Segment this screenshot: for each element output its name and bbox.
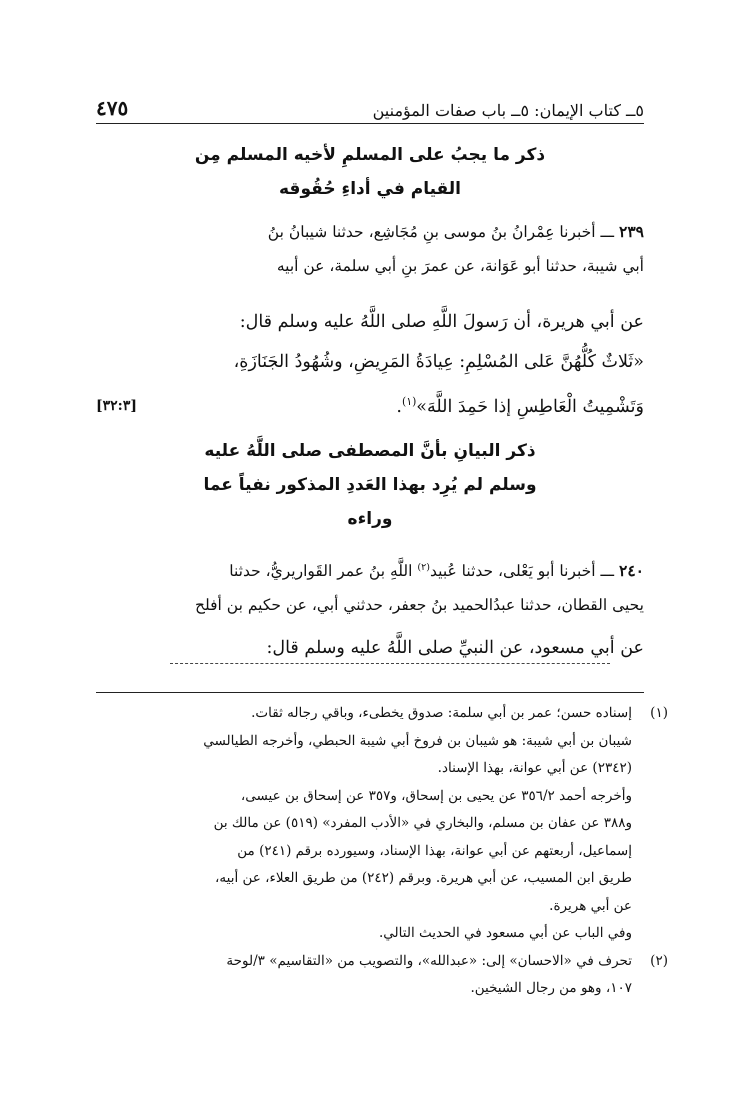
heading-line: ذكر البيانِ بأنَّ المصطفى صلى اللَّهُ عليه bbox=[204, 441, 536, 461]
matn-line: وَتَشْمِيتُ الْعَاطِسِ إذا حَمِدَ اللَّهَ»$^{(١)}$. bbox=[396, 395, 644, 417]
hadith-240-matn bbox=[96, 628, 644, 668]
hadith-240-isnad bbox=[96, 551, 644, 622]
header-rule bbox=[96, 123, 644, 124]
footnote-line: طريق ابن المسيب، عن أبي هريرة. وبرقم (٢٤٢) من طريق العلاء، عن أبيه، bbox=[215, 870, 632, 886]
footnote-line: ١٠٧، وهو من رجال الشيخين. bbox=[470, 980, 632, 996]
footnote-marker: (١) bbox=[402, 395, 417, 408]
footnote-line: تحرف في «الاحسان» إلى: «عبدالله»، والتصويب من «التقاسيم» ٣/لوحة bbox=[226, 952, 632, 969]
heading-line: وسلم لم يُرِد بهذا العَددِ المذكور نفياً عما bbox=[203, 475, 537, 495]
footnote-1 bbox=[96, 700, 668, 948]
isnad-line: ٢٣٩ ـــ أخبرنا عِمْرانُ بنُ موسى بنِ مُجَاشِع، حدثنا شيبانُ بنُ bbox=[267, 222, 644, 241]
heading-line: وراءه bbox=[347, 509, 393, 529]
footnote-line: شيبان بن أبي شيبة: هو شيبان بن فروخ أبي شيبة الحبطي، وأخرجه الطيالسي bbox=[203, 732, 632, 749]
hadith-239-isnad bbox=[96, 215, 644, 283]
running-header bbox=[96, 90, 644, 120]
heading-line: ذكر ما يجبُ على المسلمِ لأخيه المسلم مِن bbox=[194, 145, 546, 165]
matn-line: عن أبي هريرة، أن رَسولَ اللَّهِ صلى اللَّهُ عليه وسلم قال: bbox=[239, 312, 644, 332]
footnote-line: إسناده حسن؛ عمر بن أبي سلمة: صدوق يخطىء، وباقي رجاله ثقات. bbox=[251, 705, 632, 721]
running-title: ٥ــ كتاب الإيمان: ٥ــ باب صفات المؤمنين bbox=[372, 101, 644, 120]
footnote-2 bbox=[96, 948, 668, 1003]
matn-line: عن أبي مسعود، عن النبيِّ صلى اللَّهُ عليه وسلم قال: bbox=[266, 638, 644, 658]
footnote-line: (٢٣٤٢) عن أبي عوانة، بهذا الإسناد. bbox=[437, 760, 632, 776]
hadith-number: ٢٣٩ bbox=[619, 222, 644, 241]
hadith-239-matn bbox=[96, 302, 644, 420]
matn-separator bbox=[170, 663, 610, 664]
isnad-line: أبي شيبة، حدثنا أبو عَوَانة، عن عمرَ بنِ أبي سلمة، عن أبيه bbox=[276, 257, 644, 275]
isnad-line: يحيى القطان، حدثنا عبدُالحميد بنُ جعفر، حدثني أبي، عن حكيم بن أفلح bbox=[195, 596, 644, 615]
section-heading-1 bbox=[96, 138, 644, 206]
footnote-rule bbox=[96, 692, 644, 693]
footnote-marker: (٢) bbox=[417, 562, 431, 573]
hadith-number: ٢٤٠ bbox=[619, 561, 644, 581]
footnote-line: إسماعيل، أربعتهم عن أبي عوانة، بهذا الإسناد، وسيورده برقم (٢٤١) من bbox=[237, 842, 632, 859]
footnotes bbox=[96, 700, 668, 1003]
matn-last-row bbox=[96, 382, 644, 420]
section-heading-2 bbox=[96, 434, 644, 536]
footnote-line: و٣٨٨ عن عفان بن مسلم، والبخاري في «الأدب المفرد» (٥١٩) عن مالك بن bbox=[213, 815, 632, 831]
footnote-number: (٢) bbox=[650, 952, 668, 969]
footnote-line: وأخرجه أحمد ٣٥٦/٢ عن يحيى بن إسحاق، و٣٥٧ عن إسحاق بن عيسى، bbox=[240, 787, 632, 804]
footnote-line: وفي الباب عن أبي مسعود في الحديث التالي. bbox=[379, 925, 632, 941]
footnote-number: (١) bbox=[650, 705, 668, 721]
page-number: ٤٧٥ bbox=[96, 96, 129, 120]
isnad-line: ٢٤٠ ـــ أخبرنا أبو يَعْلى، حدثنا عُبيد$^{(٢)}$ اللَّهِ بنُ عمر القَواريريُّ، حدثنا bbox=[229, 561, 644, 581]
footnote-line: عن أبي هريرة. bbox=[549, 897, 632, 914]
heading-line: القيام في أداءِ حُقُوقه bbox=[279, 179, 461, 199]
source-reference: [٣٢:٣] bbox=[96, 398, 137, 414]
matn-line: «ثَلاثٌ كُلُّهُنَّ عَلى المُسْلِمِ: عِيادَةُ المَرِيضِ، وشُهُودُ الجَنَازَةِ، bbox=[233, 352, 644, 372]
